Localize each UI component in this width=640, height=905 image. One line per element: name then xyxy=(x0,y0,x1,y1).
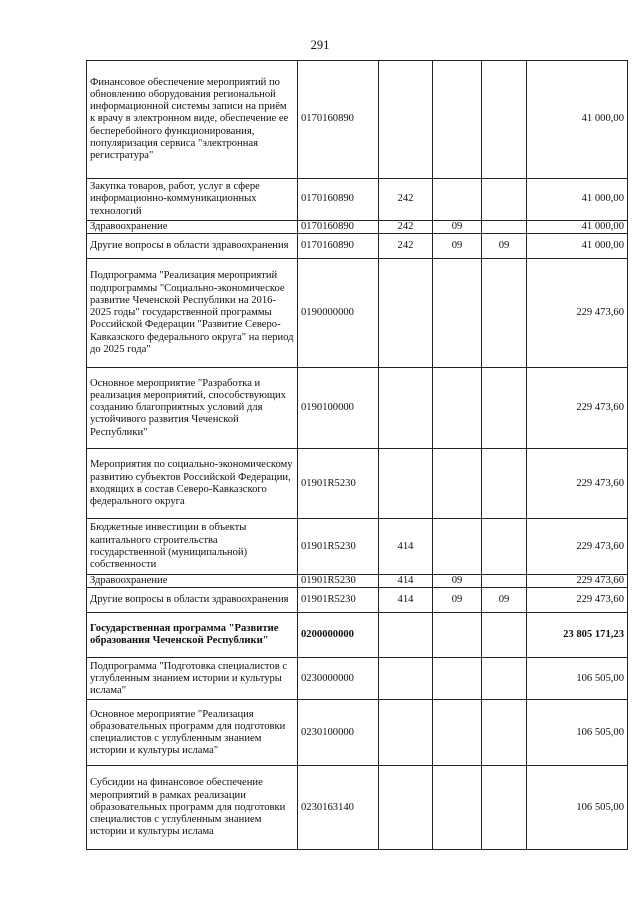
target-article-code-cell: 0190100000 xyxy=(298,368,379,449)
target-article-code-cell: 01901R5230 xyxy=(298,449,379,519)
expense-type-code-cell: 414 xyxy=(379,588,433,613)
table-row xyxy=(87,613,628,658)
target-article-code-cell: 0230000000 xyxy=(298,658,379,700)
expense-name-cell: Другие вопросы в области здравоохранения xyxy=(87,588,298,613)
section-code-cell xyxy=(433,658,482,700)
expense-type-code-cell xyxy=(379,658,433,700)
section-code-cell: 09 xyxy=(433,234,482,259)
table-row xyxy=(87,575,628,588)
subsection-code-cell xyxy=(482,658,527,700)
section-code-cell xyxy=(433,700,482,766)
section-code-cell xyxy=(433,61,482,179)
target-article-code-cell: 0170160890 xyxy=(298,221,379,234)
target-article-code-cell: 0170160890 xyxy=(298,234,379,259)
subsection-code-cell xyxy=(482,449,527,519)
expense-type-code-cell: 242 xyxy=(379,221,433,234)
expense-type-code-cell xyxy=(379,259,433,368)
amount-cell: 41 000,00 xyxy=(527,61,628,179)
expense-name-cell: Финансовое обеспечение мероприятий по обновлению оборудования региональной информационной системы записи на приём к врачу в электронном виде, обеспечение ее бесперебойного функционирования, популяризация сервиса "электронная регистратура" xyxy=(87,61,298,179)
expense-type-code-cell xyxy=(379,613,433,658)
target-article-code-cell: 0190000000 xyxy=(298,259,379,368)
expense-name-cell: Бюджетные инвестиции в объекты капитального строительства государственной (муниципальной) собственности xyxy=(87,519,298,575)
expense-name-cell: Государственная программа "Развитие образования Чеченской Республики" xyxy=(87,613,298,658)
expense-name-cell: Подпрограмма "Реализация мероприятий подпрограммы "Социально-экономическое развитие Чеченской Республики на 2016-2025 годы" государственной программы Российской Федерации "Развитие Северо-Кавказского федерального округа" на период до 2025 года" xyxy=(87,259,298,368)
amount-cell: 229 473,60 xyxy=(527,368,628,449)
section-code-cell xyxy=(433,368,482,449)
table-row xyxy=(87,259,628,368)
table-row xyxy=(87,449,628,519)
amount-cell: 41 000,00 xyxy=(527,179,628,221)
subsection-code-cell xyxy=(482,368,527,449)
expense-name-cell: Другие вопросы в области здравоохранения xyxy=(87,234,298,259)
subsection-code-cell xyxy=(482,221,527,234)
expense-name-cell: Здравоохранение xyxy=(87,221,298,234)
section-code-cell xyxy=(433,449,482,519)
section-code-cell xyxy=(433,613,482,658)
expense-name-cell: Субсидии на финансовое обеспечение мероприятий в рамках реализации образовательных программ для подготовки специалистов с углубленным знанием истории и культуры ислама xyxy=(87,766,298,850)
table-row xyxy=(87,658,628,700)
table-row xyxy=(87,588,628,613)
section-code-cell: 09 xyxy=(433,221,482,234)
section-code-cell: 09 xyxy=(433,575,482,588)
subsection-code-cell: 09 xyxy=(482,588,527,613)
expense-name-cell: Подпрограмма "Подготовка специалистов с углубленным знанием истории и культуры ислама" xyxy=(87,658,298,700)
amount-cell: 229 473,60 xyxy=(527,449,628,519)
section-code-cell xyxy=(433,766,482,850)
amount-cell: 229 473,60 xyxy=(527,259,628,368)
table-row xyxy=(87,368,628,449)
table-row xyxy=(87,700,628,766)
subsection-code-cell xyxy=(482,61,527,179)
expense-type-code-cell xyxy=(379,766,433,850)
expense-type-code-cell: 414 xyxy=(379,575,433,588)
subsection-code-cell xyxy=(482,613,527,658)
section-code-cell xyxy=(433,519,482,575)
amount-cell: 106 505,00 xyxy=(527,766,628,850)
expense-name-cell: Закупка товаров, работ, услуг в сфере информационно-коммуникационных технологий xyxy=(87,179,298,221)
amount-cell: 23 805 171,23 xyxy=(527,613,628,658)
target-article-code-cell: 0170160890 xyxy=(298,61,379,179)
target-article-code-cell: 01901R5230 xyxy=(298,588,379,613)
subsection-code-cell xyxy=(482,259,527,368)
subsection-code-cell xyxy=(482,766,527,850)
table-row xyxy=(87,234,628,259)
expense-name-cell: Основное мероприятие "Разработка и реализация мероприятий, способствующих созданию благоприятных условий для устойчивого развития Чеченской Республики" xyxy=(87,368,298,449)
expense-type-code-cell xyxy=(379,700,433,766)
target-article-code-cell: 0200000000 xyxy=(298,613,379,658)
subsection-code-cell xyxy=(482,700,527,766)
expense-type-code-cell xyxy=(379,368,433,449)
table-row xyxy=(87,519,628,575)
expense-type-code-cell xyxy=(379,61,433,179)
expense-name-cell: Мероприятия по социально-экономическому развитию субъектов Российской Федерации, входящих в состав Северо-Кавказского федерального округа xyxy=(87,449,298,519)
table-row xyxy=(87,221,628,234)
expense-type-code-cell: 414 xyxy=(379,519,433,575)
amount-cell: 106 505,00 xyxy=(527,700,628,766)
amount-cell: 229 473,60 xyxy=(527,588,628,613)
expense-name-cell: Здравоохранение xyxy=(87,575,298,588)
amount-cell: 106 505,00 xyxy=(527,658,628,700)
target-article-code-cell: 01901R5230 xyxy=(298,575,379,588)
expense-name-cell: Основное мероприятие "Реализация образовательных программ для подготовки специалистов с углубленным знанием истории и культуры ислама" xyxy=(87,700,298,766)
expense-type-code-cell xyxy=(379,449,433,519)
table-row xyxy=(87,766,628,850)
target-article-code-cell: 0170160890 xyxy=(298,179,379,221)
target-article-code-cell: 01901R5230 xyxy=(298,519,379,575)
subsection-code-cell xyxy=(482,575,527,588)
expense-type-code-cell: 242 xyxy=(379,234,433,259)
budget-table-body xyxy=(87,61,628,850)
expense-type-code-cell: 242 xyxy=(379,179,433,221)
page-number: 291 xyxy=(310,38,330,52)
section-code-cell: 09 xyxy=(433,588,482,613)
amount-cell: 41 000,00 xyxy=(527,221,628,234)
target-article-code-cell: 0230163140 xyxy=(298,766,379,850)
subsection-code-cell: 09 xyxy=(482,234,527,259)
amount-cell: 229 473,60 xyxy=(527,519,628,575)
amount-cell: 229 473,60 xyxy=(527,575,628,588)
subsection-code-cell xyxy=(482,519,527,575)
section-code-cell xyxy=(433,179,482,221)
table-row xyxy=(87,179,628,221)
target-article-code-cell: 0230100000 xyxy=(298,700,379,766)
budget-table xyxy=(86,60,628,850)
section-code-cell xyxy=(433,259,482,368)
table-row xyxy=(87,61,628,179)
subsection-code-cell xyxy=(482,179,527,221)
amount-cell: 41 000,00 xyxy=(527,234,628,259)
